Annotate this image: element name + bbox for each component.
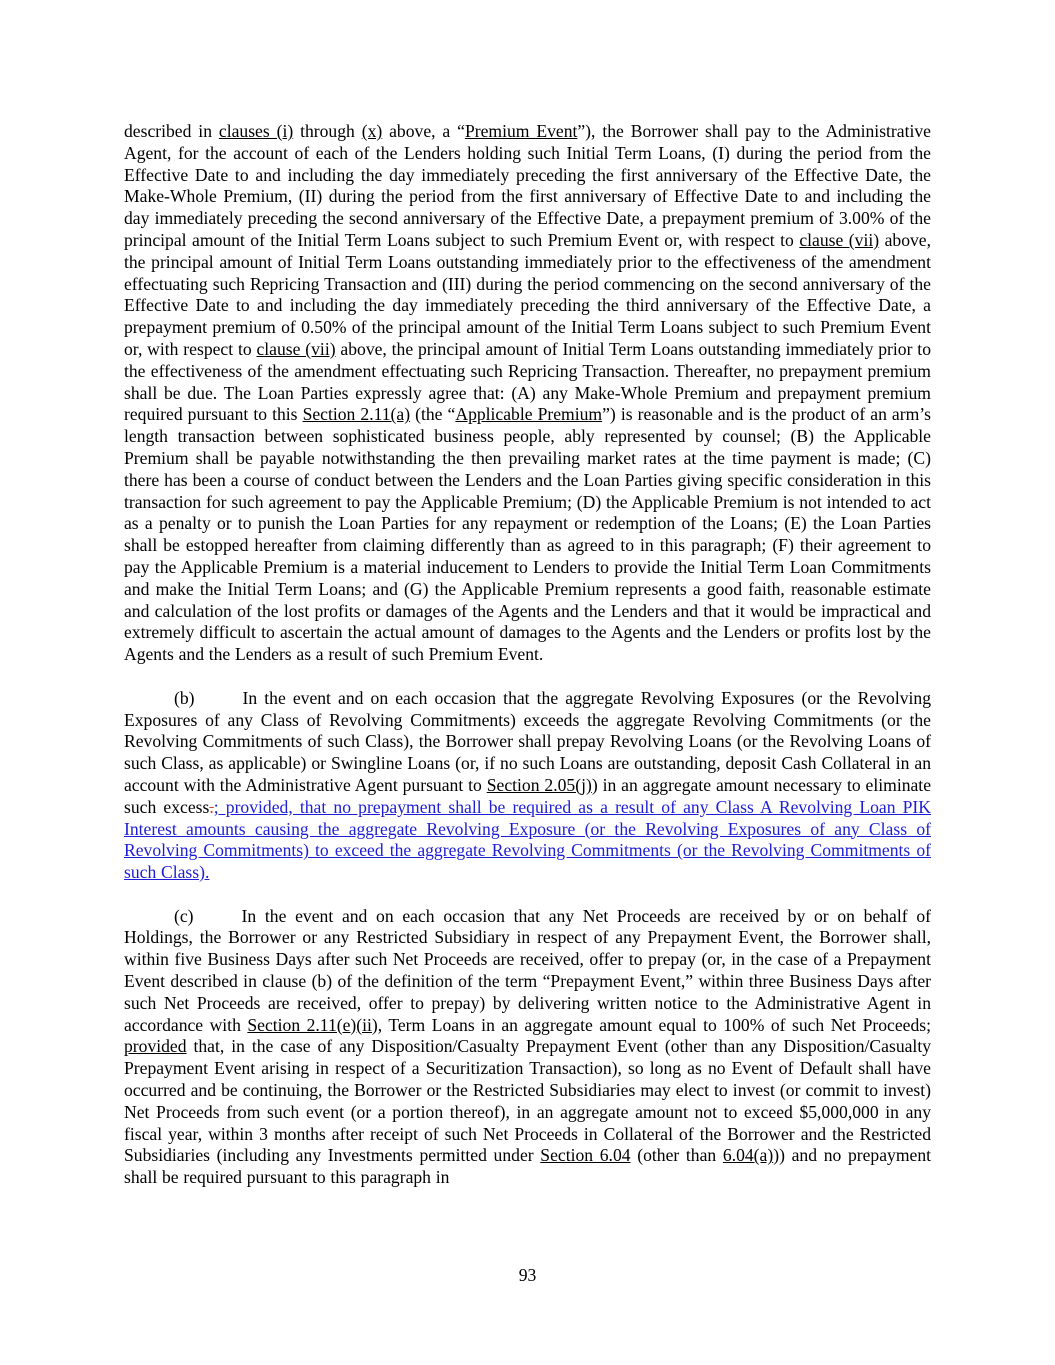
text-segment-u: Premium Event [464, 121, 578, 141]
text-segment-u: (x) [361, 121, 383, 141]
text-segment-u: clauses (i) [218, 121, 294, 141]
paragraph-b [124, 688, 931, 884]
text-segment-u: Applicable Premium [455, 404, 603, 425]
text-segment-n: (other than [630, 1145, 723, 1166]
text-segment-u: Section 6.04 [540, 1145, 631, 1166]
text-segment-n: (c) [174, 905, 194, 926]
text-segment-n: ) in an aggregate amount necessary to eliminate such excess [124, 774, 932, 817]
paragraph-a-continuation [124, 121, 931, 666]
text-segment-n: In the event and on each occasion that any Net Proceeds are received by or on behalf of Holdings, the Borrower or any Restricted Subsidiary in respect of any Prepayment Event, the Borrower shall, within five Business Days after such Net Proceeds are received, offer to prepay (or, in the case of a Prepayment Event described in clause (b) of the definition of the term “Prepayment Event,” within three Business Days after such Net Proceeds are received, offer to prepay) by delivering written notice to the Administrative Agent in accordance with [124, 905, 931, 1035]
text-segment-n: ”) is reasonable and is the product of an arm’s length transaction between sophisticated business people, ably represented by counsel; (B) the Applicable Premium shall be payable notwithstanding the then prevailing market rates at the time payment is made; (C) there has been a course of conduct between the Lenders and the Loan Parties giving specific consideration in this transaction for such agreement to pay the Applicable Premium; (D) the Applicable Premium is not intended to act as a penalty or to punish the Loan Parties for any repayment or redemption of the Loans; (E) the Loan Parties shall be estopped hereafter from claiming differently than as agreed to in this paragraph; (F) their agreement to pay the Applicable Premium is a material inducement to Lenders to provide the Initial Term Loan Commitments and make the Initial Term Loans; and (G) the Applicable Premium represents a good faith, reasonable estimate and calculation of the lost profits or damages of the Agents and the Lenders and that it would be impractical and extremely difficult to ascertain the actual amount of damages to the Agents and the Lenders or profits lost by the Agents and the Lenders as a result of such Premium Event. [124, 404, 932, 665]
text-segment-ins: ; provided, that no prepayment shall be required as a result of any Class A Revolving Loan PIK Interest amounts causing the aggregate Revolving Exposure (or the Revolving Exposures of any Class of Revolving Commitments) to exceed the aggregate Revolving Commitments (or the Revolving Commitments of such Class). [124, 796, 931, 883]
text-segment-u: provided [124, 1036, 187, 1057]
text-segment-n: above, a “ [382, 121, 465, 141]
text-segment-u: Section 2.05(j) [486, 774, 592, 795]
text-segment-n: Term Loans in an aggregate amount equal to 100% of such Net Proceeds; [382, 1014, 931, 1035]
text-segment-n: above, the principal amount of Initial Term Loans outstanding immediately prior to the effectiveness of the amendment effectuating such Repricing Transaction and (III) during the period commencing on the second anniversary of the Effective Date to and including the day immediately preceding the third anniversary of the Effective Date, a prepayment premium of 0.50% of the principal amount of the Initial Term Loans subject to such Premium Event or, with respect to [124, 229, 931, 359]
text-segment-u: Section 2.11(a) [302, 404, 411, 425]
text-segment-u: clause (vii) [799, 229, 880, 250]
text-segment-n: that, in the case of any Disposition/Casualty Prepayment Event (other than any Disposition/Casualty Prepayment Event arising in respect of a Securitization Transaction), so long as no Event of Default shall have occurred and be continuing, the Borrower or the Restricted Subsidiaries may elect to invest (or commit to invest) Net Proceeds from such event (or a portion thereof), in an aggregate amount not to exceed $5,000,000 in any fiscal year, within 3 months after receipt of such Net Proceeds in Collateral of the Borrower and the Restricted Subsidiaries (including any Investments permitted under [124, 1036, 931, 1166]
text-segment-n: through [293, 121, 362, 141]
text-segment-n: )) and no prepayment shall be required pursuant to this paragraph in [124, 1145, 932, 1188]
text-segment-n: In the event and on each occasion that the aggregate Revolving Exposures (or the Revolving Exposures of any Class of Revolving Commitments) exceeds the aggregate Revolving Commitments (or the Revolving Commitments of such Class), the Borrower shall prepay Revolving Loans (or the Revolving Loans of such Class, as applicable) or Swingline Loans (or, if no such Loans are outstanding, deposit Cash Collateral in an account with the Administrative Agent pursuant to [124, 687, 931, 795]
paragraph-c [124, 906, 931, 1189]
text-segment-del: . [209, 796, 214, 817]
text-segment-n: ”), the Borrower shall pay to the Administrative Agent, for the account of each of the Lenders holding such Initial Term Loans, (I) during the period from the Effective Date to and including the day immediately preceding the first anniversary of the Effective Date, the Make-Whole Premium, (II) during the period from the first anniversary of Effective Date to and including the day immediately preceding the second anniversary of the Effective Date, a prepayment premium of 3.00% of the principal amount of the Initial Term Loans subject to such Premium Event or, with respect to [124, 121, 931, 250]
text-segment-n: (the “ [410, 404, 456, 425]
text-segment-n: (b) [174, 687, 195, 708]
document-body [124, 121, 931, 1189]
text-segment-n: above, the principal amount of Initial Term Loans outstanding immediately prior to the effectiveness of the amendment effectuating such Repricing Transaction. Thereafter, no prepayment premium shall be due. The Loan Parties expressly agree that: (A) any Make-Whole Premium and prepayment premium required pursuant to this [124, 338, 931, 425]
text-segment-u: Section 2.11(e)(ii), [247, 1014, 383, 1035]
text-segment-u: 6.04(a) [722, 1145, 774, 1166]
text-segment-u: clause (vii) [256, 338, 336, 359]
page-number: 93 [518, 1265, 537, 1286]
text-segment-n: described in [124, 121, 219, 141]
